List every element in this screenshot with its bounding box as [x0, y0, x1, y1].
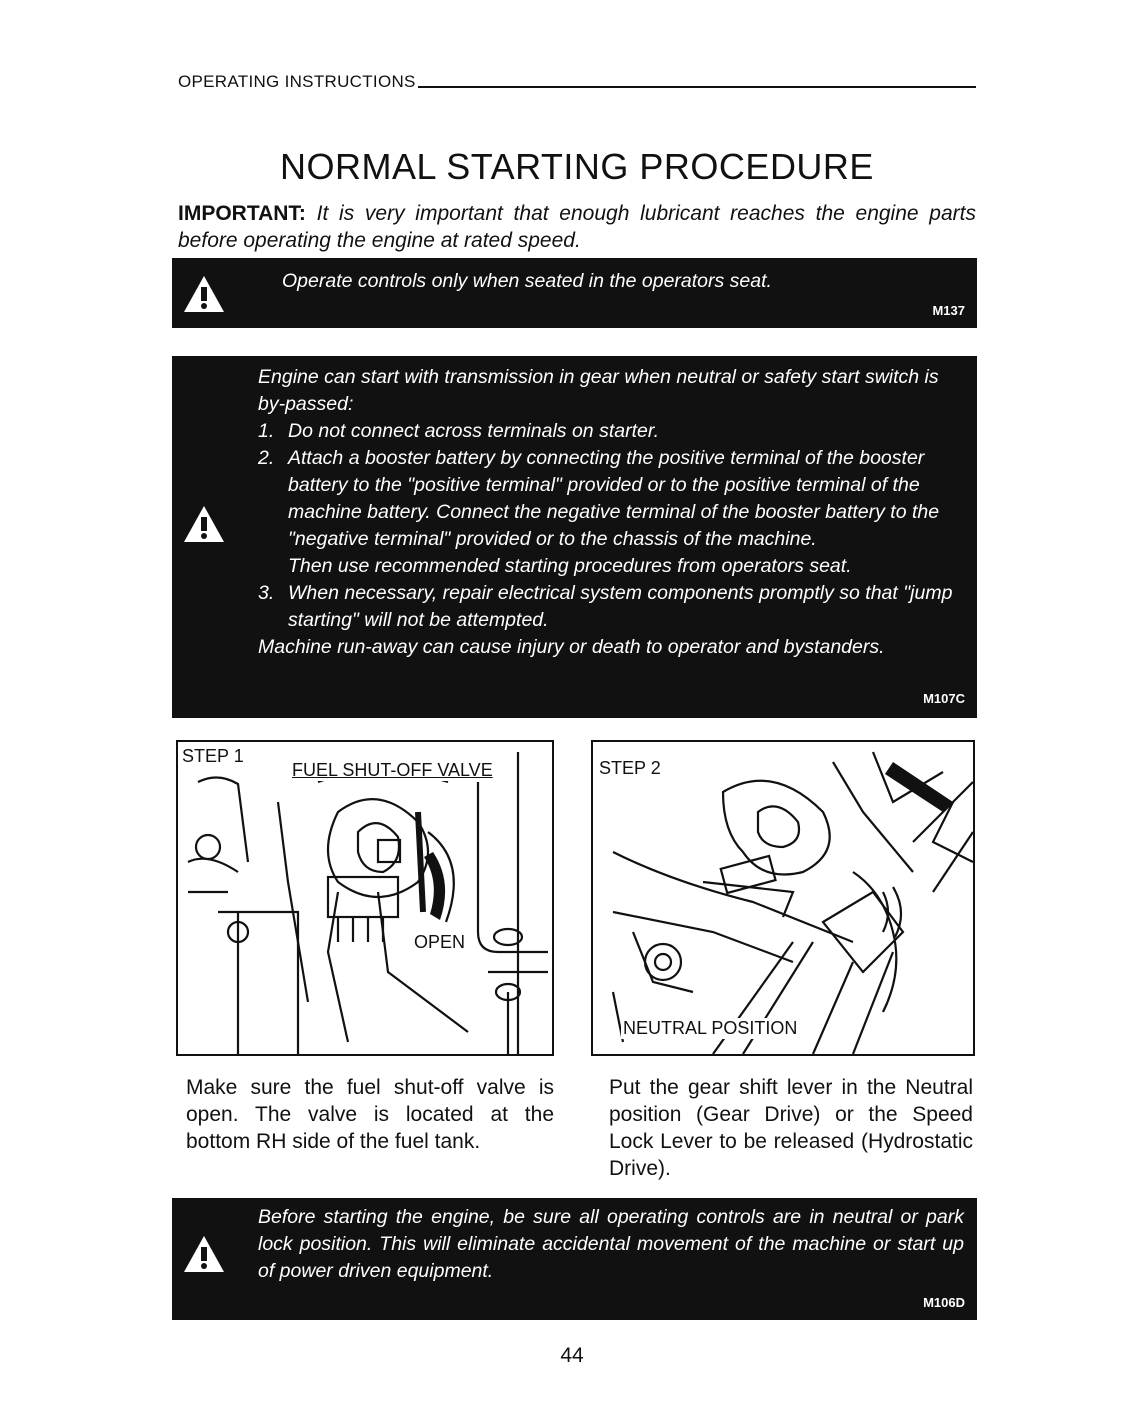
- list-number: 1.: [258, 420, 275, 442]
- warning-triangle-icon: [182, 1234, 226, 1274]
- warning-box-jump-start: [172, 356, 977, 718]
- list-item: [258, 580, 966, 634]
- warning-triangle-icon: [182, 504, 226, 544]
- important-label: IMPORTANT:: [178, 202, 306, 225]
- warning-code: M106D: [923, 1295, 965, 1310]
- warning-box-controls-neutral: [172, 1198, 977, 1320]
- warning-intro: Engine can start with transmission in gear when neutral or safety start switch is by-passed:: [258, 366, 939, 415]
- page-number: 44: [560, 1344, 584, 1367]
- section-label: OPERATING INSTRUCTIONS: [178, 72, 416, 91]
- fuel-valve-illustration: [178, 742, 552, 1054]
- list-item: [258, 418, 966, 445]
- list-text-extra: Then use recommended starting procedures from operators seat.: [288, 555, 852, 577]
- warning-code: M107C: [923, 691, 965, 706]
- warning-outro: Machine run-away can cause injury or death to operator and bystanders.: [258, 636, 885, 658]
- warning-text: Before starting the engine, be sure all operating controls are in neutral or park lock position. This will eliminate accidental movement of the machine or start up of power driven equipment.: [258, 1206, 964, 1282]
- list-item: [258, 445, 966, 580]
- warning-code: M137: [932, 303, 965, 318]
- important-note: [178, 200, 976, 254]
- important-text: It is very important that enough lubricant reaches the engine parts before operating the engine at rated speed.: [178, 202, 976, 252]
- step2-label: STEP 2: [599, 758, 661, 778]
- fuel-valve-label: FUEL SHUT-OFF VALVE: [292, 760, 493, 780]
- list-text: Do not connect across terminals on starter.: [288, 420, 660, 442]
- open-label: OPEN: [414, 932, 466, 952]
- list-number: 2.: [258, 447, 275, 469]
- step1-caption: Make sure the fuel shut-off valve is open. The valve is located at the bottom RH side of the fuel tank.: [186, 1076, 554, 1153]
- step1-label: STEP 1: [182, 746, 244, 766]
- gear-shift-illustration: [593, 742, 973, 1054]
- list-text: When necessary, repair electrical system components promptly so that "jump starting" will not be attempted.: [288, 582, 953, 631]
- step2-figure: [591, 740, 975, 1056]
- page-header: [178, 66, 976, 92]
- list-text: Attach a booster battery by connecting the positive terminal of the booster battery to the "positive terminal" provided or to the positive terminal of the machine battery. Connect the negative terminal of the booster battery to the "negative terminal" provided or to the chassis of the machine.: [288, 447, 940, 550]
- list-number: 3.: [258, 582, 275, 604]
- warning-text: Operate controls only when seated in the operators seat.: [282, 270, 772, 292]
- header-rule: [418, 86, 976, 88]
- step1-figure: [176, 740, 554, 1056]
- neutral-position-label: NEUTRAL POSITION: [623, 1018, 798, 1038]
- page-title: NORMAL STARTING PROCEDURE: [280, 146, 874, 187]
- warning-triangle-icon: [182, 274, 226, 314]
- warning-box-seat: [172, 258, 977, 328]
- warning-body: [258, 364, 966, 661]
- step2-caption: Put the gear shift lever in the Neutral position (Gear Drive) or the Speed Lock Lever to be released (Hydrostatic Drive).: [609, 1076, 973, 1180]
